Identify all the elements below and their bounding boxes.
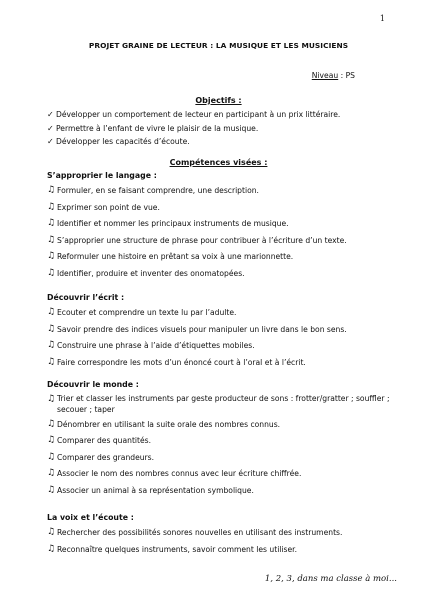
page-number: 1	[379, 14, 385, 23]
check-icon: ✓	[47, 123, 54, 133]
list-item: ♫ Associer un animal à sa représentation symbolique.	[47, 484, 407, 498]
niveau-value: : PS	[338, 71, 355, 80]
objectif-item: ✓ Développer les capacités d’écoute.	[47, 135, 407, 149]
music-note-icon: ♫	[47, 484, 56, 495]
music-note-icon: ♫	[47, 543, 56, 554]
objectif-item: ✓ Permettre à l’enfant de vivre le plaisir de la musique.	[47, 122, 407, 136]
section-ecrit	[47, 292, 407, 372]
music-note-icon: ♫	[47, 527, 56, 537]
section-heading: Découvrir le monde :	[47, 380, 139, 389]
list-item: ♫ Comparer des grandeurs.	[47, 451, 407, 465]
list-item: ♫ Reconnaître quelques instruments, savoir comment les utiliser.	[47, 543, 407, 557]
music-note-icon: ♫	[47, 251, 56, 261]
music-note-icon: ♫	[47, 267, 56, 278]
music-note-icon: ♫	[47, 201, 56, 212]
section-heading: S’approprier le langage :	[47, 171, 157, 180]
music-note-icon: ♫	[47, 234, 56, 245]
section-langage	[47, 170, 407, 283]
list-item: ♫ Trier et classer les instruments par geste producteur de sons : frotter/gratter ; souffler ; secouer ; taper	[47, 394, 390, 414]
objectifs-heading: Objectifs :	[195, 96, 242, 105]
signature-logo: 1, 2, 3, dans ma classe à moi...	[264, 574, 397, 584]
section-heading: Découvrir l’écrit :	[47, 293, 125, 302]
niveau-line	[312, 71, 355, 80]
list-item: ♫ Exprimer son point de vue.	[47, 201, 407, 215]
list-item: ♫ Identifier, produire et inventer des onomatopées.	[47, 267, 407, 281]
list-item: ♫ Identifier et nommer les principaux instruments de musique.	[47, 217, 407, 231]
section-monde	[47, 379, 407, 500]
music-note-icon: ♫	[47, 394, 56, 404]
list-item: ♫ Associer le nom des nombres connus avec leur écriture chiffrée.	[47, 467, 407, 481]
document-title: PROJET GRAINE DE LECTEUR : LA MUSIQUE ET LES MUSICIENS	[88, 41, 349, 50]
music-note-icon: ♫	[47, 356, 56, 367]
music-note-icon: ♫	[47, 340, 56, 350]
competences-heading: Compétences visées :	[169, 158, 268, 167]
list-item: ♫ S’approprier une structure de phrase pour contribuer à l’écriture d’un texte.	[47, 234, 407, 248]
list-item: ♫ Rechercher des possibilités sonores nouvelles en utilisant des instruments.	[47, 526, 407, 540]
section-heading: La voix et l’écoute :	[47, 513, 134, 522]
music-note-icon: ♫	[47, 307, 56, 317]
list-item: ♫ Dénombrer en utilisant la suite orale des nombres connus.	[47, 418, 407, 432]
music-note-icon: ♫	[47, 218, 56, 228]
music-note-icon: ♫	[47, 323, 56, 334]
list-item: ♫ Comparer des quantités.	[47, 434, 407, 448]
music-note-icon: ♫	[47, 451, 56, 462]
list-item: ♫ Formuler, en se faisant comprendre, une description.	[47, 184, 407, 198]
niveau-label: Niveau	[311, 71, 339, 80]
music-note-icon: ♫	[47, 185, 56, 195]
music-note-icon: ♫	[47, 468, 56, 478]
check-icon: ✓	[47, 110, 54, 119]
list-item: ♫ Faire correspondre les mots d’un énoncé court à l’oral et à l’écrit.	[47, 356, 407, 370]
section-voix-ecoute	[47, 512, 407, 559]
music-note-icon: ♫	[47, 418, 56, 429]
list-item: ♫ Ecouter et comprendre un texte lu par l’adulte.	[47, 306, 407, 320]
list-item: ♫ Reformuler une histoire en prêtant sa voix à une marionnette.	[47, 250, 407, 264]
objectifs-list	[47, 108, 407, 149]
check-icon: ✓	[47, 137, 54, 146]
music-note-icon: ♫	[47, 435, 56, 445]
objectif-item: ✓ Développer un comportement de lecteur en participant à un prix littéraire.	[47, 108, 407, 122]
list-item: ♫ Savoir prendre des indices visuels pour manipuler un livre dans le bon sens.	[47, 323, 407, 337]
list-item: ♫ Construire une phrase à l’aide d’étiquettes mobiles.	[47, 339, 407, 353]
